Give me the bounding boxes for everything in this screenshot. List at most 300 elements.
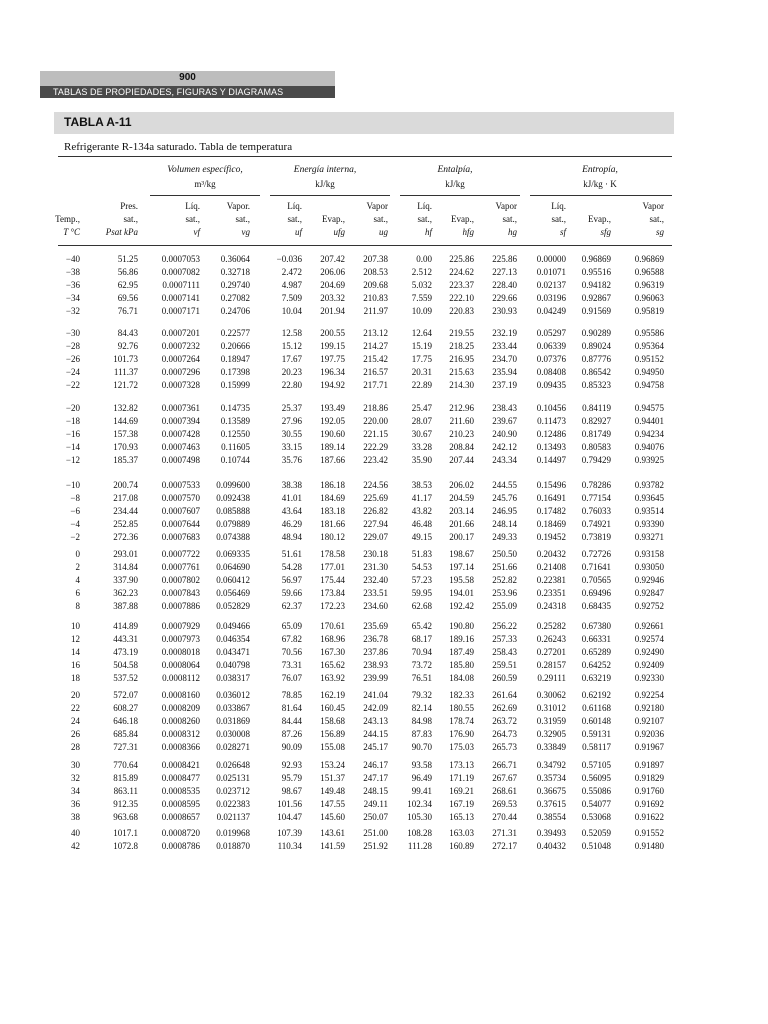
table-cell: 0.95516 <box>581 266 611 277</box>
table-cell: 0.73819 <box>581 531 611 542</box>
table-cell: 0.96063 <box>634 292 664 303</box>
table-cell: 65.42 <box>411 621 432 631</box>
table-cell: 141.59 <box>320 840 345 851</box>
table-cell: 99.41 <box>411 785 432 796</box>
column-header-line: Evap., <box>588 214 611 224</box>
table-cell: 184.08 <box>449 672 474 683</box>
table-cell: 0.10744 <box>220 454 250 465</box>
table-cell: 186.18 <box>320 480 345 490</box>
table-cell: 147.55 <box>320 798 345 809</box>
table-cell: 0.0007361 <box>161 403 200 413</box>
table-cell: 0.92036 <box>634 728 664 739</box>
table-cell: 177.01 <box>320 561 345 572</box>
table-cell: 0.20432 <box>536 549 566 559</box>
table-cell: 229.07 <box>363 531 388 542</box>
table-cell: 210.23 <box>449 428 474 439</box>
table-cell: 0.0007053 <box>161 254 200 264</box>
table-cell: 207.44 <box>449 454 474 465</box>
table-cell: 38.38 <box>281 480 302 490</box>
table-cell: 212.96 <box>449 403 474 413</box>
table-cell: 0.18469 <box>536 518 566 529</box>
table-cell: 65.09 <box>281 621 302 631</box>
column-header-line: hg <box>508 227 517 237</box>
table-cell: 0.28157 <box>536 659 566 670</box>
table-cell: 175.03 <box>449 741 474 752</box>
table-cell: 0.61168 <box>582 702 611 713</box>
table-cell: 5.032 <box>411 279 432 290</box>
table-cell: 171.19 <box>449 772 474 783</box>
table-cell: 0.13493 <box>536 441 566 452</box>
table-cell: 0.36675 <box>536 785 566 796</box>
table-cell: 0.94950 <box>634 366 664 377</box>
table-cell: 73.31 <box>281 659 302 670</box>
table-cell: 0.0007761 <box>161 561 200 572</box>
table-cell: 220.83 <box>449 305 474 316</box>
table-cell: 0.043471 <box>216 646 250 657</box>
table-cell: 0.59131 <box>581 728 611 739</box>
table-cell: 0.92254 <box>634 690 664 700</box>
table-cell: 0.34792 <box>536 760 566 770</box>
table-cell: 217.71 <box>363 379 388 390</box>
table-cell: 73.72 <box>411 659 432 670</box>
table-cell: 250.50 <box>492 549 517 559</box>
table-cell: 170.93 <box>113 441 138 452</box>
table-cell: 207.42 <box>320 254 345 264</box>
table-cell: 92.93 <box>281 760 302 770</box>
table-cell: 443.31 <box>113 633 138 644</box>
table-cell: 0.77154 <box>581 492 611 503</box>
table-cell: 237.19 <box>492 379 517 390</box>
table-cell: 235.94 <box>492 366 517 377</box>
table-cell: 0.00000 <box>536 254 566 264</box>
table-cell: 249.33 <box>492 531 517 542</box>
column-header-line: sat., <box>417 214 432 224</box>
column-header-line: sat., <box>649 214 664 224</box>
table-cell: 0.64252 <box>581 659 611 670</box>
table-cell: 0.0007201 <box>161 328 200 338</box>
table-cell: 241.04 <box>363 690 388 700</box>
column-header-line: Psat kPa <box>105 227 138 237</box>
table-cell: 169.21 <box>449 785 474 796</box>
table-cell: 111.37 <box>113 366 138 377</box>
table-cell: 102.34 <box>407 798 432 809</box>
table-cell: 267.67 <box>492 772 517 783</box>
table-cell: 259.51 <box>492 659 517 670</box>
table-cell: 0.0007171 <box>161 305 200 316</box>
table-cell: 238.93 <box>363 659 388 670</box>
column-header-line: T °C <box>63 227 80 237</box>
table-cell: 35.90 <box>411 454 432 465</box>
table-cell: 0.96869 <box>634 254 664 264</box>
table-cell: 105.30 <box>407 811 432 822</box>
table-cell: 0.0007886 <box>161 600 200 611</box>
table-cell: 0.86542 <box>581 366 611 377</box>
column-header-line: sat., <box>373 214 388 224</box>
table-cell: 0.08408 <box>536 366 566 377</box>
table-cell: 76.07 <box>281 672 302 683</box>
table-cell: 68.17 <box>411 633 432 644</box>
table-cell: 0.78286 <box>581 480 611 490</box>
table-cell: 0.65289 <box>581 646 611 657</box>
table-cell: −14 <box>65 441 80 452</box>
table-cell: 0.018870 <box>216 840 250 851</box>
table-cell: 0.52059 <box>581 828 611 838</box>
table-caption: Refrigerante R-134a saturado. Tabla de temperatura <box>64 141 293 153</box>
table-cell: 0.39493 <box>536 828 566 838</box>
column-header-line: sat., <box>185 214 200 224</box>
table-cell: 104.47 <box>277 811 302 822</box>
table-cell: 0.16491 <box>536 492 566 503</box>
table-cell: 0.92847 <box>634 587 664 598</box>
table-cell: 0.0007328 <box>161 379 200 390</box>
column-header-line: Evap., <box>322 214 345 224</box>
table-cell: 0.93645 <box>634 492 664 503</box>
table-cell: 265.73 <box>492 741 517 752</box>
table-cell: 0.94234 <box>634 428 664 439</box>
table-cell: 234.60 <box>363 600 388 611</box>
table-cell: −36 <box>65 279 80 290</box>
table-cell: 76.51 <box>411 672 432 683</box>
table-cell: 257.33 <box>492 633 517 644</box>
table-cell: 96.49 <box>411 772 432 783</box>
group-volume-title: Volumen específico, <box>167 165 243 175</box>
table-cell: 0.92330 <box>634 672 664 683</box>
table-cell: 208.53 <box>363 266 388 277</box>
enthalpy-underline <box>400 195 520 196</box>
table-cell: 108.28 <box>407 828 432 838</box>
table-cell: 20.23 <box>281 366 302 377</box>
table-cell: 46.48 <box>411 518 432 529</box>
table-cell: 0.66331 <box>581 633 611 644</box>
table-cell: 30 <box>71 760 80 770</box>
group-enthalpy-title: Entalpía, <box>437 165 473 175</box>
table-cell: 0.92107 <box>634 715 664 726</box>
table-cell: 0.80583 <box>581 441 611 452</box>
table-cell: 0.19452 <box>536 531 566 542</box>
table-cell: −0.036 <box>276 254 302 264</box>
table-cell: 1072.8 <box>113 840 138 851</box>
table-cell: 56.97 <box>281 574 302 585</box>
table-cell: 176.90 <box>449 728 474 739</box>
table-cell: 0.021137 <box>216 811 250 822</box>
table-cell: 0.0007264 <box>161 353 200 364</box>
column-header-line: Vapor <box>642 201 664 211</box>
table-cell: −10 <box>65 480 80 490</box>
column-header-line: sfg <box>600 227 611 237</box>
table-cell: 206.02 <box>449 480 474 490</box>
column-header-line: sat., <box>551 214 566 224</box>
table-cell: 537.52 <box>113 672 138 683</box>
table-cell: 0.93514 <box>634 505 664 516</box>
table-cell: −6 <box>70 505 80 516</box>
table-cell: 185.37 <box>113 454 138 465</box>
table-cell: 198.67 <box>449 549 474 559</box>
table-cell: 223.42 <box>363 454 388 465</box>
table-cell: 200.74 <box>113 480 138 490</box>
table-cell: 216.95 <box>449 353 474 364</box>
table-cell: 0.0008421 <box>161 760 200 770</box>
table-cell: 219.55 <box>449 328 474 338</box>
table-cell: 225.86 <box>449 254 474 264</box>
table-cell: 151.37 <box>320 772 345 783</box>
table-cell: 222.10 <box>449 292 474 303</box>
table-cell: 2 <box>75 561 80 572</box>
table-cell: 0.27082 <box>220 292 250 303</box>
table-cell: 25.47 <box>411 403 432 413</box>
energy-underline <box>270 195 390 196</box>
column-header-line: sf <box>559 227 566 237</box>
table-cell: 0.29111 <box>537 672 566 683</box>
table-cell: 200.55 <box>320 328 345 338</box>
table-cell: 69.56 <box>117 292 138 303</box>
table-cell: 238.43 <box>492 403 517 413</box>
table-cell: 204.69 <box>320 279 345 290</box>
table-cell: 0.0007973 <box>161 633 200 644</box>
table-cell: 0.15496 <box>536 480 566 490</box>
table-cell: 17.75 <box>411 353 432 364</box>
table-cell: 0.35734 <box>536 772 566 783</box>
table-cell: 0.0007607 <box>161 505 200 516</box>
table-cell: 201.66 <box>449 518 474 529</box>
table-cell: 70.56 <box>281 646 302 657</box>
table-cell: 192.05 <box>320 415 345 426</box>
group-entropy-title: Entropía, <box>582 165 618 175</box>
table-cell: 0.11605 <box>221 441 250 452</box>
table-cell: 196.34 <box>320 366 345 377</box>
table-cell: 0.62192 <box>581 690 611 700</box>
table-cell: 149.48 <box>320 785 345 796</box>
table-cell: 195.58 <box>449 574 474 585</box>
table-cell: 187.49 <box>449 646 474 657</box>
table-cell: 0.0007533 <box>161 480 200 490</box>
table-cell: 0.0008112 <box>162 672 200 683</box>
table-cell: 203.14 <box>449 505 474 516</box>
table-cell: 0.09435 <box>536 379 566 390</box>
table-cell: 92.76 <box>117 340 138 351</box>
table-cell: 0.12486 <box>536 428 566 439</box>
table-cell: 216.57 <box>363 366 388 377</box>
table-cell: 244.15 <box>363 728 388 739</box>
table-cell: 0.038317 <box>216 672 250 683</box>
table-cell: 0.11473 <box>537 415 566 426</box>
table-cell: 0.14735 <box>220 403 250 413</box>
table-cell: 0.92490 <box>634 646 664 657</box>
table-cell: 0.023712 <box>216 785 250 796</box>
table-cell: 271.31 <box>492 828 517 838</box>
table-cell: 0.18947 <box>220 353 250 364</box>
table-cell: 210.83 <box>363 292 388 303</box>
table-cell: 0.58117 <box>582 741 611 752</box>
table-cell: 0.93390 <box>634 518 664 529</box>
table-cell: 90.70 <box>411 741 432 752</box>
table-cell: 26 <box>71 728 80 739</box>
table-cell: 41.17 <box>411 492 432 503</box>
table-cell: 0.81749 <box>581 428 611 439</box>
table-cell: 232.40 <box>363 574 388 585</box>
column-header-line: Vapor <box>495 201 517 211</box>
table-cell: 0.93271 <box>634 531 664 542</box>
table-cell: 199.15 <box>320 340 345 351</box>
table-cell: 0.92574 <box>634 633 664 644</box>
table-cell: 0.0008595 <box>161 798 200 809</box>
table-cell: 240.90 <box>492 428 517 439</box>
table-cell: 236.78 <box>363 633 388 644</box>
table-cell: 15.19 <box>411 340 432 351</box>
table-cell: 0.019968 <box>216 828 250 838</box>
table-cell: 30.55 <box>281 428 302 439</box>
table-cell: 262.69 <box>492 702 517 713</box>
top-rule <box>58 156 672 157</box>
table-cell: 0.0007929 <box>161 621 200 631</box>
table-label-bar <box>54 112 674 134</box>
table-cell: 193.49 <box>320 403 345 413</box>
table-cell: 0.93782 <box>634 480 664 490</box>
table-cell: 32 <box>71 772 80 783</box>
table-cell: 0.025131 <box>216 772 250 783</box>
section-title: TABLAS DE PROPIEDADES, FIGURAS Y DIAGRAMAS (UNIDADES SI) <box>40 86 335 98</box>
table-cell: 0.0007570 <box>161 492 200 503</box>
table-cell: 40 <box>71 828 80 838</box>
table-cell: 0.04249 <box>536 305 566 316</box>
table-cell: 251.66 <box>492 561 517 572</box>
table-cell: 0.12550 <box>220 428 250 439</box>
table-cell: 145.60 <box>320 811 345 822</box>
table-cell: 22.89 <box>411 379 432 390</box>
table-cell: 20 <box>71 690 80 700</box>
table-cell: 337.90 <box>113 574 138 585</box>
table-cell: 62.37 <box>281 600 302 611</box>
column-header-line: Líq. <box>185 201 200 211</box>
table-cell: 815.89 <box>113 772 138 783</box>
table-cell: 132.82 <box>113 403 138 413</box>
table-cell: 157.38 <box>113 428 138 439</box>
table-cell: 0.0007802 <box>161 574 200 585</box>
table-cell: 272.36 <box>113 531 138 542</box>
table-cell: 0.0007722 <box>161 549 200 559</box>
table-cell: 27.96 <box>281 415 302 426</box>
table-cell: 260.59 <box>492 672 517 683</box>
table-cell: 243.13 <box>363 715 388 726</box>
table-cell: 8 <box>75 600 80 611</box>
table-cell: 0.036012 <box>216 690 250 700</box>
table-cell: 194.92 <box>320 379 345 390</box>
table-cell: 0.0008064 <box>161 659 200 670</box>
table-cell: 0.91569 <box>581 305 611 316</box>
table-cell: 414.89 <box>113 621 138 631</box>
table-cell: 175.44 <box>320 574 345 585</box>
table-cell: 7.509 <box>281 292 302 303</box>
table-cell: 217.08 <box>113 492 138 503</box>
table-cell: 84.98 <box>411 715 432 726</box>
table-cell: 0.074388 <box>216 531 250 542</box>
table-cell: 0.13589 <box>220 415 250 426</box>
table-cell: 209.68 <box>363 279 388 290</box>
table-cell: 10.09 <box>411 305 432 316</box>
table-cell: −28 <box>65 340 80 351</box>
table-cell: 0.38554 <box>536 811 566 822</box>
table-cell: 0.01071 <box>536 266 566 277</box>
table-cell: 0.0007394 <box>161 415 200 426</box>
table-cell: −20 <box>65 403 80 413</box>
table-cell: 0.60148 <box>581 715 611 726</box>
table-cell: 180.55 <box>449 702 474 713</box>
table-cell: 0.92946 <box>634 574 664 585</box>
table-cell: −34 <box>65 292 80 303</box>
table-cell: −22 <box>65 379 80 390</box>
table-cell: 93.58 <box>411 760 432 770</box>
table-cell: 646.18 <box>113 715 138 726</box>
table-cell: 14 <box>71 646 80 657</box>
table-cell: 230.18 <box>363 549 388 559</box>
table-cell: 227.94 <box>363 518 388 529</box>
table-cell: 184.69 <box>320 492 345 503</box>
table-cell: 192.42 <box>449 600 474 611</box>
table-cell: 101.73 <box>113 353 138 364</box>
volume-underline <box>150 195 260 196</box>
table-cell: 0.30062 <box>536 690 566 700</box>
group-energy-title: Energía interna, <box>293 165 357 175</box>
table-cell: 0.0008786 <box>161 840 200 851</box>
table-cell: 234.70 <box>492 353 517 364</box>
table-cell: 770.64 <box>113 760 138 770</box>
table-cell: 224.62 <box>449 266 474 277</box>
table-cell: 229.66 <box>492 292 517 303</box>
table-cell: 162.19 <box>320 690 345 700</box>
table-cell: 59.95 <box>411 587 432 598</box>
table-cell: 0.93925 <box>634 454 664 465</box>
table-cell: 101.56 <box>277 798 302 809</box>
column-header-line: hf <box>424 227 432 237</box>
table-cell: 255.09 <box>492 600 517 611</box>
table-cell: 0.17398 <box>220 366 250 377</box>
table-cell: 17.67 <box>281 353 302 364</box>
table-cell: 218.25 <box>449 340 474 351</box>
table-cell: 0.22381 <box>536 574 566 585</box>
table-cell: 0.069335 <box>216 549 250 559</box>
table-cell: 0.91552 <box>634 828 664 838</box>
table-cell: 0.0008018 <box>161 646 200 657</box>
table-cell: 62.68 <box>411 600 432 611</box>
table-cell: 246.95 <box>492 505 517 516</box>
table-cell: 863.11 <box>113 785 138 796</box>
table-cell: 242.09 <box>363 702 388 713</box>
table-cell: 0.31012 <box>536 702 566 713</box>
table-cell: 153.24 <box>320 760 345 770</box>
table-cell: 0.33849 <box>536 741 566 752</box>
table-cell: 362.23 <box>113 587 138 598</box>
table-cell: 0 <box>75 549 80 559</box>
table-cell: 248.14 <box>492 518 517 529</box>
table-cell: 57.23 <box>411 574 432 585</box>
table-cell: 2.472 <box>281 266 302 277</box>
table-cell: 250.07 <box>363 811 388 822</box>
column-header-line: sat., <box>502 214 517 224</box>
table-cell: 36 <box>71 798 80 809</box>
table-cell: 201.94 <box>320 305 345 316</box>
table-cell: 685.84 <box>113 728 138 739</box>
table-cell: 84.43 <box>117 328 138 338</box>
table-cell: 242.12 <box>492 441 517 452</box>
table-cell: 54.28 <box>281 561 302 572</box>
table-cell: −8 <box>70 492 80 503</box>
table-cell: 0.022383 <box>216 798 250 809</box>
table-cell: 0.94575 <box>634 403 664 413</box>
column-header-line: Vapor. <box>226 201 250 211</box>
table-cell: 227.13 <box>492 266 517 277</box>
table-cell: 0.031869 <box>216 715 250 726</box>
group-volume-unit: m³/kg <box>194 179 216 189</box>
table-cell: 33.28 <box>411 441 432 452</box>
